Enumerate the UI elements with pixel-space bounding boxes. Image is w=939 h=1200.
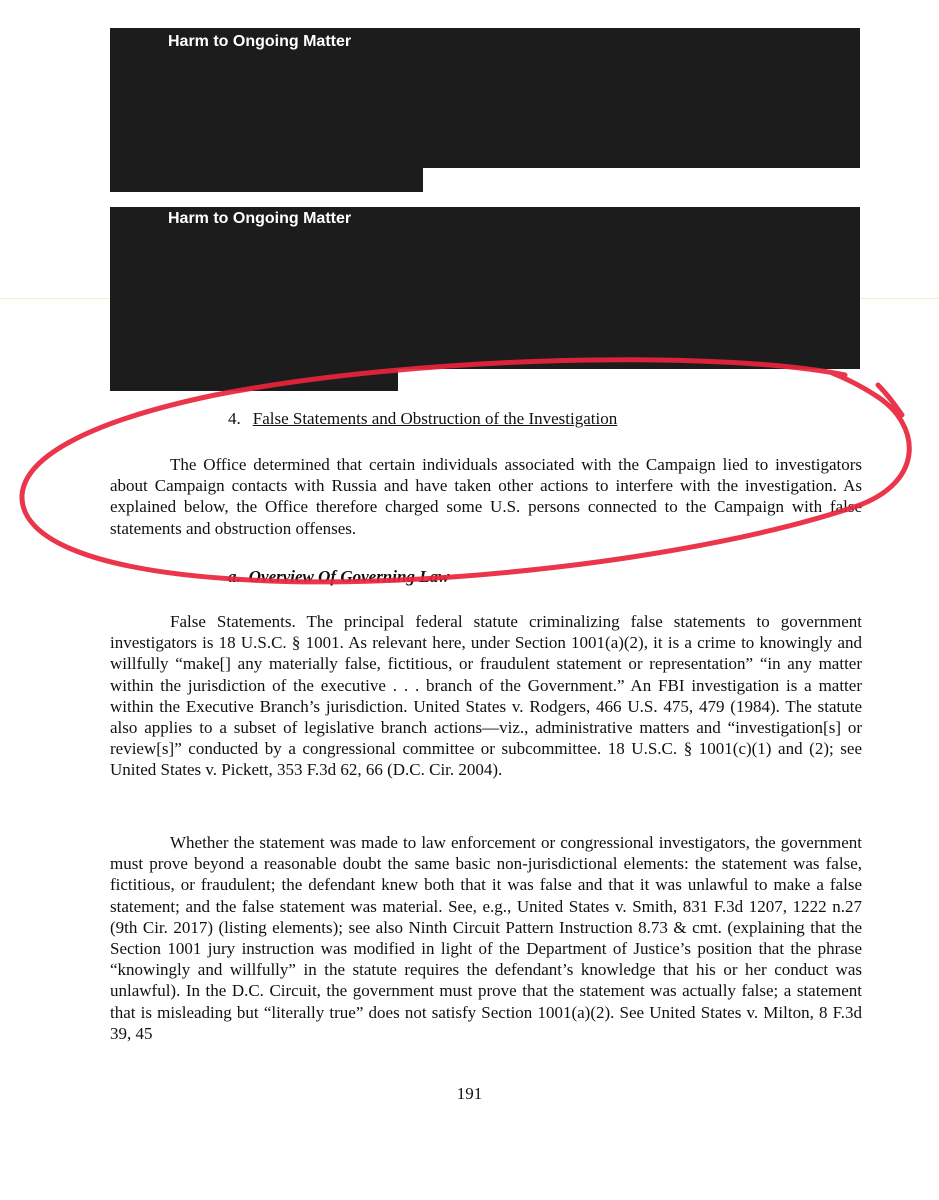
subsection-heading	[228, 566, 449, 588]
body-paragraph-elements: Whether the statement was made to law enforcement or congressional investigators, the government must prove beyond a reasonable doubt the same basic non-jurisdictional elements: the statement was false, fictitious, or fraudulent; the defendant knew both that it was false and that it was unlawful to make a false statement; and the false statement was material. See, e.g., United States v. Smith, 831 F.3d 1207, 1222 n.27 (9th Cir. 2017) (listing elements); see also Ninth Circuit Pattern Instruction 8.73 & cmt. (explaining that the Section 1001 jury instruction was modified in light of the Department of Justice’s position that the phrase “knowingly and willfully” in the statute requires the defendant’s knowledge that his or her conduct was unlawful). In the D.C. Circuit, the government must prove that the statement was actually false; a statement that is misleading but “literally true” does not satisfy Section 1001(a)(2). See United States v. Milton, 8 F.3d 39, 45	[110, 833, 862, 1043]
redaction-label: Harm to Ongoing Matter	[168, 210, 352, 227]
subsection-title: Overview Of Governing Law	[248, 567, 450, 586]
section-intro-paragraph: The Office determined that certain individuals associated with the Campaign lied to investigators about Campaign contacts with Russia and have taken other actions to interfere with the investigation. As explained below, the Office therefore charged some U.S. persons connected to the Campaign with false statements and obstruction offenses.	[110, 455, 862, 538]
section-number: 4.	[228, 409, 241, 428]
subsection-letter: a.	[228, 567, 241, 586]
body-paragraph-false-statements: False Statements. The principal federal statute criminalizing false statements to government investigators is 18 U.S.C. § 1001. As relevant here, under Section 1001(a)(2), it is a crime to knowingly and willfully “make[] any materially false, fictitious, or fraudulent statement or representation” “in any matter within the jurisdiction of the executive . . . branch of the Government.” An FBI investigation is a matter within the Executive Branch’s jurisdiction. United States v. Rodgers, 466 U.S. 475, 479 (1984). The statute also applies to a subset of legislative branch actions—viz., administrative matters and “investigation[s] or review[s]” conducted by a congressional committee or subcommittee. 18 U.S.C. § 1001(c)(1) and (2); see United States v. Pickett, 353 F.3d 62, 66 (D.C. Cir. 2004).	[110, 612, 862, 780]
page-number: 191	[456, 1084, 483, 1103]
section-heading	[228, 408, 617, 430]
section-title: False Statements and Obstruction of the Investigation	[252, 409, 618, 428]
redaction-label: Harm to Ongoing Matter	[168, 33, 352, 50]
